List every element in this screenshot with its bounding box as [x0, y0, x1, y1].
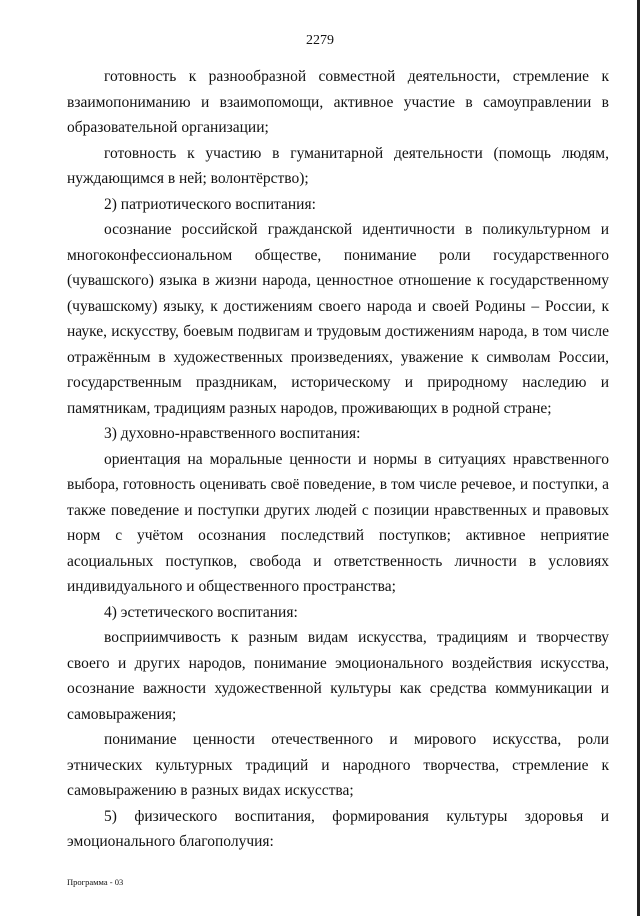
document-body — [67, 64, 609, 855]
footer-label: Программа - 03 — [67, 877, 124, 887]
heading-patriotic: 2) патриотического воспитания: — [104, 195, 316, 213]
paragraph-patriotic: осознание российской гражданской идентичности в поликультурном и многоконфессиональном обществе, понимание роли государственного (чувашского) языка в жизни народа, ценностное отношение к государственному (чувашскому) языку, к достижениям своего народа и своей Родины – России, к науке, искусству, боевым подвигам и трудовым достижениям народа, в том числе отражённым в художественных произведениях, уважение к символам России, государственным праздникам, историческому и природному наследию и памятникам, традициям разных народов, проживающих в родной стране; — [67, 221, 609, 417]
heading-moral: 3) духовно-нравственного воспитания: — [104, 425, 361, 442]
heading-aesthetic: 4) эстетического воспитания: — [104, 603, 298, 621]
paragraph-cooperation: готовность к разнообразной совместной деятельности, стремление к взаимопониманию и взаимопомощи, активное участие в самоуправлении в образовательной организации; — [67, 68, 609, 136]
page-number: 2279 — [306, 33, 334, 48]
paragraph-moral: ориентация на моральные ценности и нормы в ситуациях нравственного выбора, готовность оценивать своё поведение, в том числе речевое, и поступки, а также поведение и поступки других людей с позиции нравственных и правовых норм с учётом осознания последствий поступков; активное неприятие асоциальных поступков, свобода и ответственность личности в условиях индивидуального и общественного пространства; — [67, 450, 609, 595]
paragraph-volunteering: готовность к участию в гуманитарной деятельности (помощь людям, нуждающимся в ней; волонтёрство); — [67, 144, 609, 187]
paragraph-aesthetic-1: восприимчивость к разным видам искусства, традициям и творчеству своего и других народов, понимание эмоционального воздействия искусства, осознание важности художественной культуры как средства коммуникации и самовыражения; — [67, 629, 609, 723]
paragraph-physical: 5) физического воспитания, формирования культуры здоровья и эмоционального благополучия: — [67, 807, 609, 850]
paragraph-aesthetic-2: понимание ценности отечественного и мирового искусства, роли этнических культурных традиций и народного творчества, стремление к самовыражению в разных видах искусства; — [67, 731, 609, 799]
